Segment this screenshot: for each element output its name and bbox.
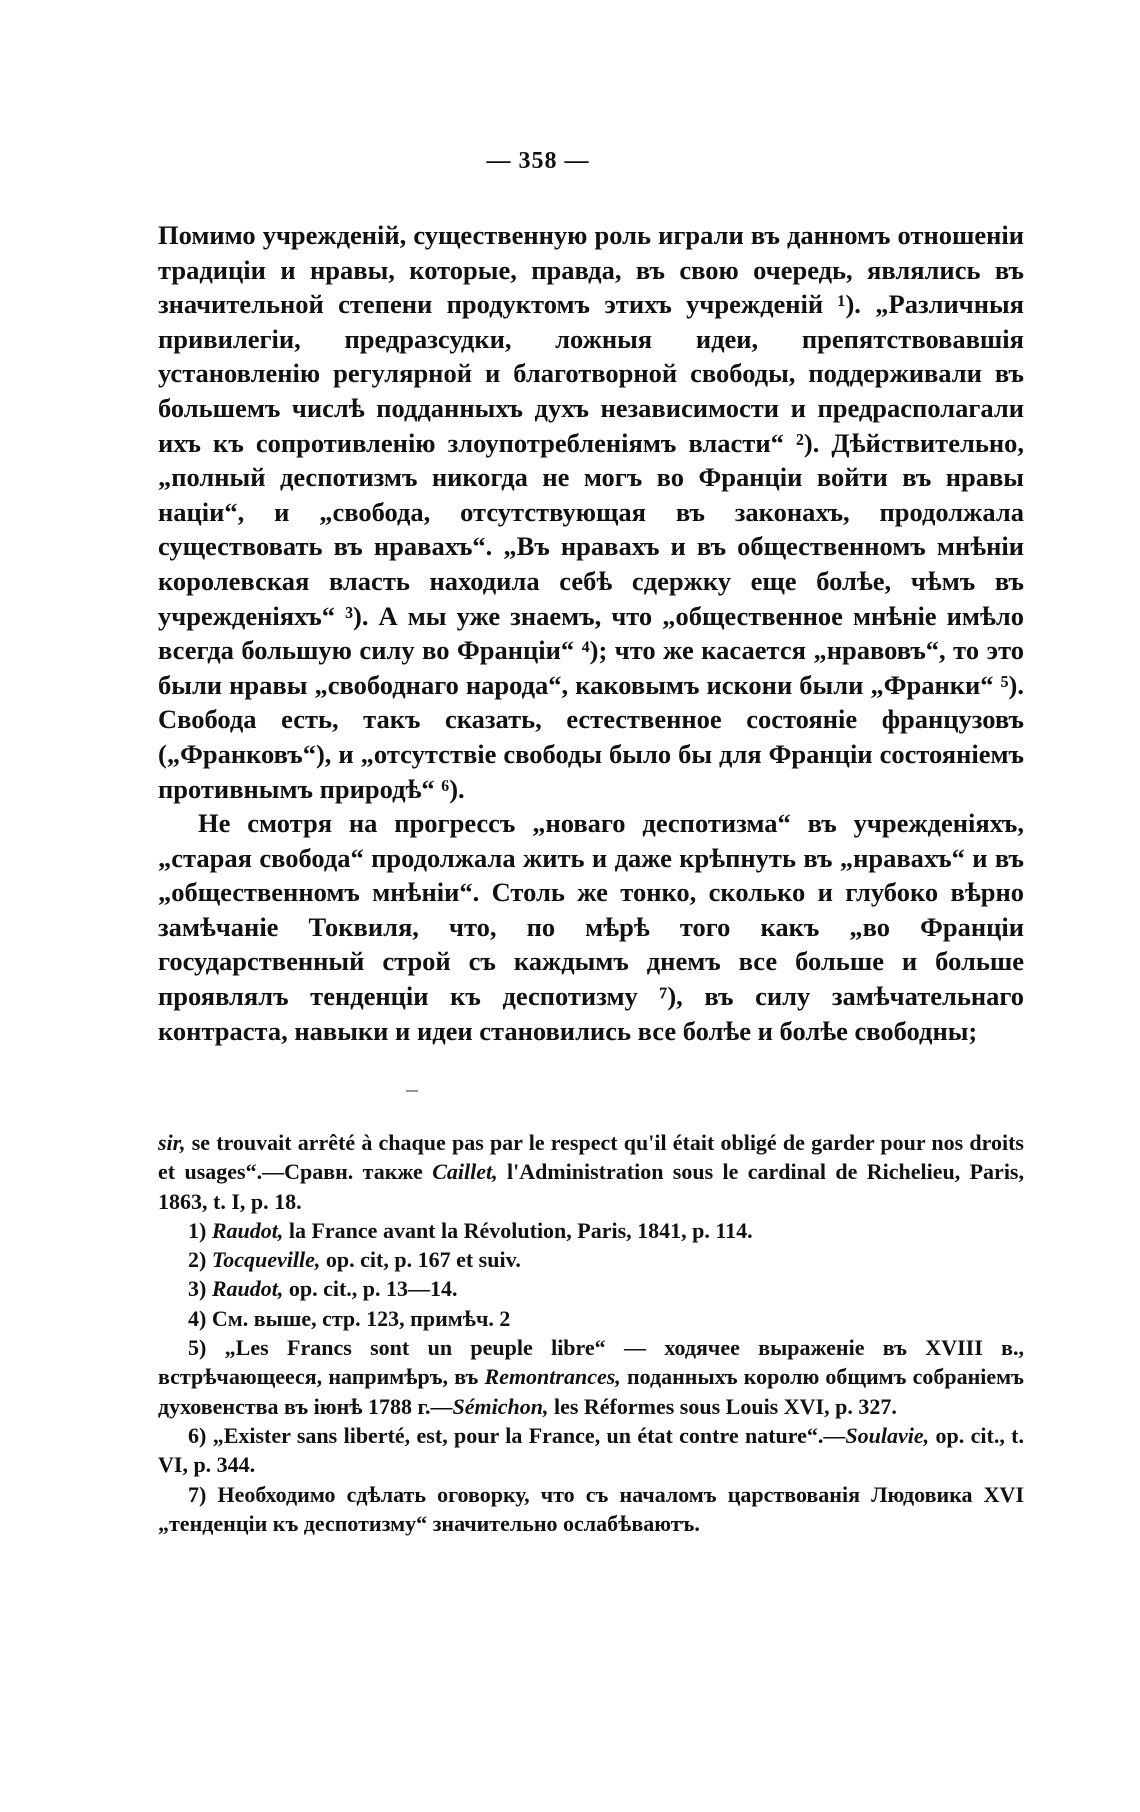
- footnote-text: поданныхъ королю общимъ собраніемъ духовенства въ іюнѣ 1788 г.—: [158, 1364, 1024, 1419]
- footnote-text: se trouvait arrêté à chaque pas par le respect qu'il était obligé de garder pour nos droits et usages“.—Сравн. также: [158, 1130, 1024, 1185]
- footnote-7: [158, 1480, 1024, 1539]
- footnote-italic: Sémichon,: [452, 1393, 549, 1419]
- footnote-text: „Les Francs sont un peuple libre“ — ходячее выраженіе въ XVIII в., встрѣчающееся, напримѣръ, въ: [158, 1335, 1024, 1390]
- footnotes: [158, 1128, 1024, 1538]
- footnote-text: l'Administration sous le cardinal de Richelieu, Paris, 1863, t. I, p. 18.: [158, 1159, 1024, 1214]
- footnote-text: la France avant la Révolution, Paris, 1841, p. 114.: [283, 1217, 753, 1243]
- paragraph-1: Помимо учрежденій, существенную роль играли въ данномъ отношеніи традиціи и нравы, которые, правда, въ свою очередь, являлись въ значительной степени продуктомъ этихъ учрежденій ¹). „Различныя привилегіи, предразсудки, ложныя идеи, препятствовавшія установленію регулярной и благотворной свободы, поддерживали въ большемъ числѣ подданныхъ духъ независимости и предрасполагали ихъ къ сопротивленію злоупотребленіямъ власти“ ²). Дѣйствительно, „полный деспотизмъ никогда не могъ во Франціи войти въ нравы націи“, и „свобода, отсутствующая въ законахъ, продолжала существовать въ нравахъ“. „Въ нравахъ и въ общественномъ мнѣніи королевская власть находила себѣ сдержку еще болѣе, чѣмъ въ учрежденіяхъ“ ³). А мы уже знаемъ, что „общественное мнѣніе имѣло всегда большую силу во Франціи“ ⁴); что же касается „нравовъ“, то это были нравы „свободнаго народа“, каковымъ искони были „Франки“ ⁵). Свобода есть, такъ сказать, естественное состояніе французовъ („Франковъ“), и „отсутствіе свободы было бы для Франціи состояніемъ противнымъ природѣ“ ⁶).: [158, 220, 1024, 804]
- footnote-text: op. cit, p. 167 et suiv.: [320, 1247, 521, 1273]
- footnote-text: op. cit., p. 13—14.: [283, 1276, 458, 1302]
- footnote-5: [158, 1333, 1024, 1421]
- footnote-italic: Remontrances,: [484, 1364, 621, 1390]
- footnote-mark: 4): [188, 1305, 207, 1331]
- footnote-author: Soulavie,: [845, 1422, 930, 1448]
- footnote-mark: 3): [188, 1276, 207, 1302]
- book-page: [158, 0, 1024, 1812]
- footnote-text: les Réformes sous Louis XVI, p. 327.: [548, 1393, 897, 1419]
- paragraph-2: Не смотря на прогрессъ „новаго деспотизма“ въ учрежденіяхъ, „старая свобода“ продолжала жить и даже крѣпнуть въ „нравахъ“ и въ „общественномъ мнѣніи“. Столь же тонко, сколько и глубоко вѣрно замѣчаніе Токвиля, что, по мѣрѣ того какъ „во Франціи государственный строй съ каждымъ днемъ все больше и больше проявлялъ тенденціи къ деспотизму ⁷), въ силу замѣчательнаго контраста, навыки и идеи становились все болѣе и болѣе свободны;: [158, 808, 1024, 1046]
- footnote-text: „Exister sans liberté, est, pour la France, un état contre nature“.—: [212, 1422, 846, 1448]
- footnote-text: См. выше, стр. 123, примѣч. 2: [211, 1305, 511, 1331]
- footnote-1: [158, 1216, 1024, 1245]
- footnote-italic: sir,: [158, 1130, 186, 1155]
- footnote-mark: 2): [188, 1247, 207, 1273]
- footnote-text: op. cit., t. VI, p. 344.: [158, 1422, 1025, 1478]
- footnote-italic: Caillet,: [432, 1159, 498, 1185]
- footnote-continuation: [158, 1128, 1024, 1216]
- footnote-mark: 6): [188, 1422, 207, 1448]
- footnote-mark: 1): [188, 1217, 207, 1243]
- page-number: — 358 —: [486, 148, 590, 174]
- footnote-text: Необходимо сдѣлать оговорку, что съ началомъ царствованія Людовика XVI „тенденціи къ деспотизму“ значительно ослабѣваютъ.: [158, 1481, 1024, 1536]
- footnote-3: [158, 1274, 1024, 1303]
- footnote-author: Tocqueville,: [211, 1247, 321, 1273]
- footnote-author: Raudot,: [211, 1217, 284, 1243]
- footnote-4: [158, 1304, 1024, 1333]
- footnote-mark: 5): [188, 1335, 207, 1361]
- footnote-mark: 7): [188, 1481, 207, 1507]
- separator-mark: [406, 1090, 418, 1092]
- footnote-2: [158, 1245, 1024, 1274]
- footnote-author: Raudot,: [211, 1276, 284, 1302]
- footnote-6: [158, 1421, 1024, 1480]
- main-text: [158, 218, 1024, 1048]
